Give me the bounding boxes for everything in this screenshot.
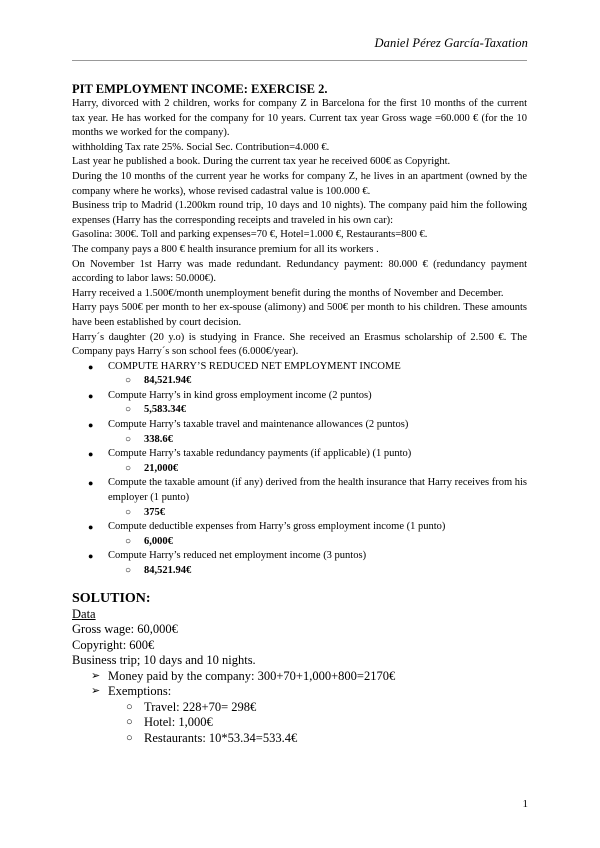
question-list (72, 360, 527, 579)
exemption-text: Restaurants: 10*53.34=533.4€ (144, 730, 298, 745)
page-header: Daniel Pérez García-Taxation (374, 36, 528, 50)
solution-subtitle: Data (72, 606, 96, 621)
answer-text: 84,521.94€ (144, 565, 192, 576)
circle-bullet-icon: ○ (125, 535, 132, 547)
paragraph: Gasolina: 300€. Toll and parking expenses=70 €, Hotel=1.000 €, Restaurants=800 €. (72, 229, 428, 241)
answer-text: 21,000€ (144, 462, 179, 474)
exemption-item (72, 715, 527, 731)
paragraph: Harry received a 1.500€/month unemployment benefit during the months of November and December. (72, 287, 504, 299)
question-text: Compute the taxable amount (if any) derived from the health insurance that Harry receives from his employer (1 punto) (108, 477, 527, 504)
question-text: Compute Harry’s in kind gross employment income (2 puntos) (108, 389, 372, 401)
circle-bullet-icon: ○ (125, 375, 132, 387)
question-item (72, 447, 527, 462)
circle-bullet-icon: ○ (126, 731, 133, 744)
exercise-title: PIT EMPLOYMENT INCOME: EXERCISE 2. (72, 82, 328, 96)
circle-bullet-icon: ○ (126, 700, 133, 713)
exemption-item (72, 700, 527, 716)
data-line: Copyright: 600€ (72, 637, 155, 652)
circle-bullet-icon: ○ (125, 565, 132, 576)
answer-text: 338.6€ (144, 433, 173, 445)
question-text: Compute Harry’s taxable travel and maintenance allowances (2 puntos) (108, 419, 409, 431)
question-item (72, 549, 527, 564)
paragraph: On November 1st Harry was made redundant. Redundancy payment: 80.000 € (redundancy payment according to labor laws: 50.000€). (72, 258, 527, 285)
bullet-icon: ● (88, 449, 94, 460)
exemption-text: Travel: 228+70= 298€ (144, 699, 257, 714)
paragraph: Harry pays 500€ per month to her ex-spouse (alimony) and 500€ per month to his children. These amounts have been established by court decision. (72, 302, 527, 328)
paragraph: The company pays a 800 € health insurance premium for all its workers . (72, 243, 379, 255)
answer-item (72, 374, 527, 389)
answer-item (72, 506, 527, 521)
question-item (72, 520, 527, 535)
question-item (72, 476, 527, 505)
answer-item (72, 462, 527, 477)
data-line: Business trip; 10 days and 10 nights. (72, 653, 256, 668)
page-content (72, 82, 527, 746)
question-text: Compute Harry’s reduced net employment income (3 puntos) (108, 550, 367, 562)
money-paid-text: Money paid by the company: 300+70+1,000+800=2170€ (108, 668, 396, 683)
question-item (72, 389, 527, 404)
bullet-icon: ● (88, 522, 94, 533)
circle-bullet-icon: ○ (125, 433, 132, 445)
arrow-bullet-icon: ➢ (91, 669, 101, 682)
bullet-icon: ● (88, 390, 94, 401)
bullet-icon: ● (88, 478, 94, 489)
question-text: COMPUTE HARRY’S REDUCED NET EMPLOYMENT INCOME (108, 360, 401, 372)
data-line: Gross wage: 60,000€ (72, 622, 178, 637)
paragraph: During the 10 months of the current year he works for company Z, he lives in an apartment (owned by the company where he works), whose revised cadastral value is 100.000 €. (72, 170, 527, 197)
circle-bullet-icon: ○ (125, 462, 132, 474)
answer-text: 375€ (144, 506, 165, 518)
arrow-bullet-icon: ➢ (91, 685, 101, 698)
circle-bullet-icon: ○ (125, 404, 132, 416)
paragraph: Last year he published a book. During the current tax year he received 600€ as Copyright. (72, 156, 451, 168)
question-item (72, 360, 527, 375)
bullet-icon: ● (88, 361, 94, 372)
answer-item (72, 433, 527, 448)
answer-text: 84,521.94€ (144, 375, 192, 387)
circle-bullet-icon: ○ (125, 506, 132, 518)
bullet-icon: ● (88, 420, 94, 431)
arrow-list-item (72, 669, 527, 685)
question-text: Compute deductible expenses from Harry’s gross employment income (1 punto) (108, 521, 446, 533)
question-text: Compute Harry’s taxable redundancy payments (if applicable) (1 punto) (108, 448, 412, 460)
exemption-text: Hotel: 1,000€ (144, 715, 213, 730)
answer-text: 6,000€ (144, 535, 173, 547)
header-divider (72, 60, 527, 61)
answer-text: 5,583.34€ (144, 404, 186, 416)
paragraph: withholding Tax rate 25%. Social Sec. Contribution=4.000 €. (72, 141, 330, 153)
paragraph: Harry´s daughter (20 y.o) is studying in France. She received an Erasmus scholarship of 2.500 €. The Company pays Harry´s son school fees (6.000€/year). (72, 331, 527, 358)
answer-item (72, 535, 527, 550)
circle-bullet-icon: ○ (126, 716, 133, 729)
exemptions-label: Exemptions: (108, 684, 172, 699)
question-item (72, 418, 527, 433)
answer-item (72, 564, 527, 579)
arrow-list-item (72, 684, 527, 700)
paragraph: Business trip to Madrid (1.200km round trip, 10 days and 10 nights). The company paid him the following expenses (Harry has the corresponding receipts and traveled in his own car): (72, 200, 527, 226)
page-number: 1 (522, 798, 528, 810)
answer-item (72, 403, 527, 418)
exemption-item (72, 731, 527, 747)
paragraph: Harry, divorced with 2 children, works for company Z in Barcelona for the first 10 months of the current tax year. He has worked for the company for 10 years. Current tax year Gross wage =60.000 € (for the 10 months we worked for the company). (72, 98, 527, 139)
solution-title: SOLUTION: (72, 590, 151, 606)
bullet-icon: ● (88, 551, 94, 562)
